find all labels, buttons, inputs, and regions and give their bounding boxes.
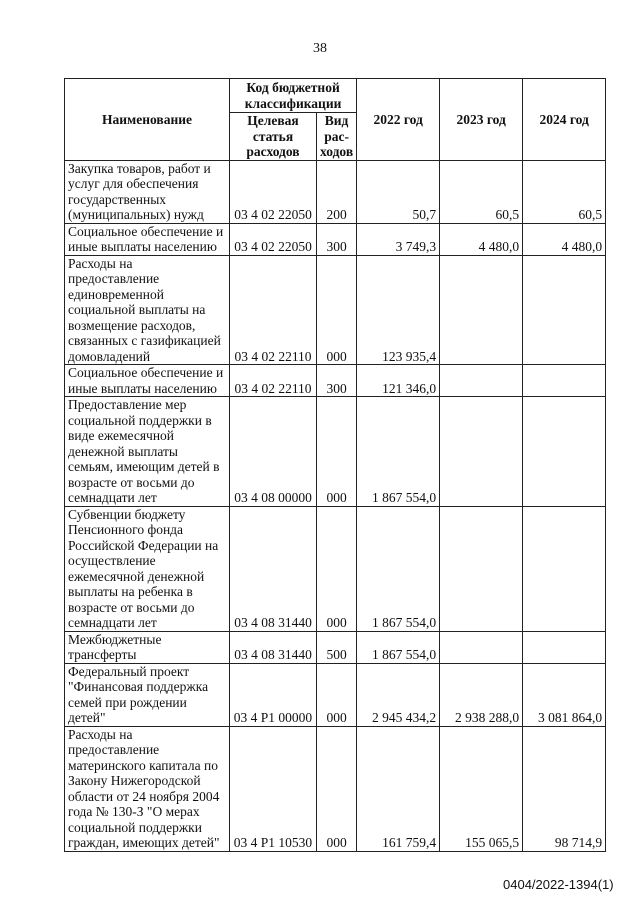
row-value-2024: 60,5 <box>523 160 606 223</box>
row-name: Межбюджетные трансферты <box>65 631 230 663</box>
row-value-2023 <box>440 255 523 365</box>
row-target-article: 03 4 P1 10530 <box>230 726 317 851</box>
table-row <box>65 223 606 255</box>
table-row <box>65 663 606 726</box>
header-expense-type: Вид рас- ходов <box>317 113 357 161</box>
row-value-2022: 1 867 554,0 <box>357 506 440 631</box>
row-target-article: 03 4 02 22050 <box>230 160 317 223</box>
table-row <box>65 506 606 631</box>
row-target-article: 03 4 02 22050 <box>230 223 317 255</box>
row-value-2024 <box>523 365 606 397</box>
row-target-article: 03 4 08 31440 <box>230 506 317 631</box>
row-value-2022: 161 759,4 <box>357 726 440 851</box>
row-value-2023 <box>440 631 523 663</box>
row-name: Предоставление мер социальной поддержки в виде ежемесячной денежной выплаты семьям, имеющим детей в возрасте от восьми до семнадцати лет <box>65 397 230 507</box>
row-target-article: 03 4 P1 00000 <box>230 663 317 726</box>
row-expense-type: 000 <box>317 397 357 507</box>
row-target-article: 03 4 02 22110 <box>230 365 317 397</box>
row-value-2023: 60,5 <box>440 160 523 223</box>
row-value-2022: 3 749,3 <box>357 223 440 255</box>
table-row <box>65 397 606 507</box>
row-value-2024: 3 081 864,0 <box>523 663 606 726</box>
header-2023: 2023 год <box>440 79 523 161</box>
row-value-2024 <box>523 255 606 365</box>
row-value-2023: 155 065,5 <box>440 726 523 851</box>
row-expense-type: 200 <box>317 160 357 223</box>
row-expense-type: 000 <box>317 255 357 365</box>
page-number: 38 <box>313 41 327 56</box>
row-name: Субвенции бюджету Пенсионного фонда Российской Федерации на осуществление ежемесячной денежной выплаты на ребенка в возрасте от восьми до семнадцати лет <box>65 506 230 631</box>
row-target-article: 03 4 08 00000 <box>230 397 317 507</box>
row-value-2023: 4 480,0 <box>440 223 523 255</box>
budget-table <box>64 78 606 852</box>
row-value-2024: 4 480,0 <box>523 223 606 255</box>
row-value-2022: 1 867 554,0 <box>357 397 440 507</box>
table-row <box>65 365 606 397</box>
row-value-2023 <box>440 506 523 631</box>
row-name: Федеральный проект "Финансовая поддержка семей при рождении детей" <box>65 663 230 726</box>
row-value-2024 <box>523 506 606 631</box>
row-value-2023 <box>440 397 523 507</box>
row-expense-type: 500 <box>317 631 357 663</box>
row-value-2023: 2 938 288,0 <box>440 663 523 726</box>
header-code-group: Код бюджетной классификации <box>230 79 357 113</box>
header-2024: 2024 год <box>523 79 606 161</box>
table-row <box>65 255 606 365</box>
row-value-2024: 98 714,9 <box>523 726 606 851</box>
row-expense-type: 300 <box>317 223 357 255</box>
row-expense-type: 000 <box>317 506 357 631</box>
header-name: Наименование <box>65 79 230 161</box>
row-value-2024 <box>523 631 606 663</box>
table-row <box>65 160 606 223</box>
row-value-2022: 123 935,4 <box>357 255 440 365</box>
row-name: Социальное обеспечение и иные выплаты населению <box>65 365 230 397</box>
row-expense-type: 300 <box>317 365 357 397</box>
header-2022: 2022 год <box>357 79 440 161</box>
header-target-article: Целевая статья расходов <box>230 113 317 161</box>
row-name: Социальное обеспечение и иные выплаты населению <box>65 223 230 255</box>
document-code: 0404/2022-1394(1) <box>503 877 614 892</box>
row-value-2022: 121 346,0 <box>357 365 440 397</box>
row-name: Расходы на предоставление материнского капитала по Закону Нижегородской области от 24 ноября 2004 года № 130-З "О мерах социальной поддержки граждан, имеющих детей" <box>65 726 230 851</box>
row-name: Закупка товаров, работ и услуг для обеспечения государственных (муниципальных) нужд <box>65 160 230 223</box>
row-target-article: 03 4 02 22110 <box>230 255 317 365</box>
row-value-2024 <box>523 397 606 507</box>
row-value-2022: 2 945 434,2 <box>357 663 440 726</box>
row-value-2022: 50,7 <box>357 160 440 223</box>
row-target-article: 03 4 08 31440 <box>230 631 317 663</box>
row-value-2023 <box>440 365 523 397</box>
row-name: Расходы на предоставление единовременной социальной выплаты на возмещение расходов, связанных с газификацией домовладений <box>65 255 230 365</box>
row-expense-type: 000 <box>317 726 357 851</box>
row-value-2022: 1 867 554,0 <box>357 631 440 663</box>
table-row <box>65 726 606 851</box>
table-row <box>65 631 606 663</box>
row-expense-type: 000 <box>317 663 357 726</box>
